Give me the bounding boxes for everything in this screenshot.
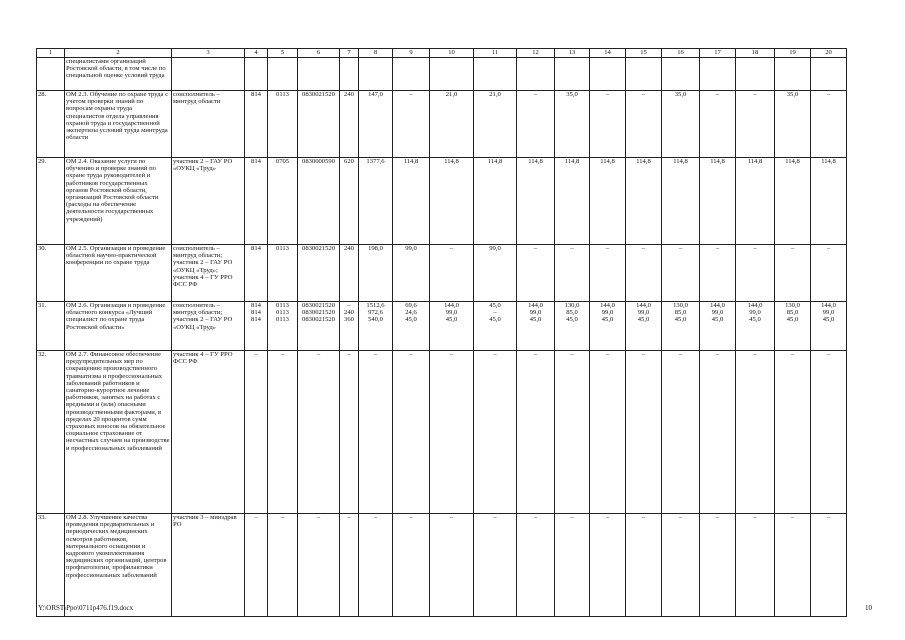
table-cell: – [700, 91, 736, 158]
table-cell: 45,0 – 45,0 [474, 302, 517, 351]
table-cell [474, 58, 517, 91]
table-cell: 130,0 85,0 45,0 [662, 302, 700, 351]
column-header: 5 [268, 49, 298, 58]
table-cell [517, 58, 555, 91]
table-cell: 35,0 [662, 91, 700, 158]
table-cell: – [430, 514, 474, 617]
table-cell: – [430, 245, 474, 302]
table-cell: – [393, 91, 430, 158]
table-cell: – [775, 514, 811, 617]
row-number: 30. [37, 245, 65, 302]
activity-name: ОМ 2.7. Финансовое обеспечение предупредительных мер по сокращению производственного травматизма и профессиональных заболеваний работников и санаторно-курортное лечение работников, занятых на работах с вредными и (или) опасными производственными факторами, в пределах 20 процентов сумм страховых взносов на обязательное социальное страхование от несчастных случаев на производстве и профессиональных заболеваний [65, 351, 172, 514]
table-cell: – [626, 351, 662, 514]
table-cell: 144,0 99,0 45,0 [626, 302, 662, 351]
table-row [37, 351, 847, 514]
executor: участник 3 – минздрав РО [172, 514, 245, 617]
activity-name: ОМ 2.4. Оказание услуги по обучению и проверке знаний по охране труда руководителей и работников государственных органов Ростовской области, организаций Ростовской области (расходы на обеспечение деятельности государственных учреждений) [65, 158, 172, 245]
header-row [37, 49, 847, 58]
column-header: 16 [662, 49, 700, 58]
table-cell: – [736, 514, 775, 617]
table-cell: – [736, 351, 775, 514]
table-cell: – [700, 514, 736, 617]
table-cell: – [430, 351, 474, 514]
table-cell [811, 58, 847, 91]
column-header: 11 [474, 49, 517, 58]
table-cell [590, 58, 626, 91]
table-cell: 0113 [268, 91, 298, 158]
table-cell: 114,8 [700, 158, 736, 245]
table-cell: – [590, 91, 626, 158]
table-cell: – [736, 245, 775, 302]
activity-name: ОМ 2.3. Обучение по охране труда с учетом проверки знаний по вопросам охраны труда специалистов отдела управления охраной труда и государственной экспертизы условий труда минтруда области [65, 91, 172, 158]
column-header: 12 [517, 49, 555, 58]
table-cell: – [245, 514, 268, 617]
row-number: 28. [37, 91, 65, 158]
table-cell: – [700, 245, 736, 302]
table-cell: 114,8 [555, 158, 590, 245]
table-cell: – [517, 351, 555, 514]
program-table [36, 48, 847, 617]
column-header: 17 [700, 49, 736, 58]
table-cell [555, 58, 590, 91]
executor: участник 2 – ГАУ РО «ОУКЦ «Труд» [172, 158, 245, 245]
row-number [37, 58, 65, 91]
table-row [37, 514, 847, 617]
table-cell: 144,0 99,0 45,0 [736, 302, 775, 351]
page-number: 10 [865, 604, 872, 612]
table-cell: 0113 [268, 245, 298, 302]
table-cell: 35,0 [775, 91, 811, 158]
column-header: 3 [172, 49, 245, 58]
table-cell: – [626, 514, 662, 617]
table-cell: 130,0 85,0 45,0 [775, 302, 811, 351]
table-cell: 99,0 [393, 245, 430, 302]
activity-name: специалистами организаций Ростовской области, в том числе по специальной оценке условий труда [65, 58, 172, 91]
table-cell: 114,8 [811, 158, 847, 245]
table-cell [662, 58, 700, 91]
table-cell: 198,0 [359, 245, 393, 302]
column-header: 19 [775, 49, 811, 58]
activity-name: ОМ 2.5. Организация и проведение областной научно-практической конференции по охране труда [65, 245, 172, 302]
table-cell [340, 58, 359, 91]
table-cell: – [590, 514, 626, 617]
table-cell: 1377,6 [359, 158, 393, 245]
table-cell: 0830021520 0830021520 0830021520 [298, 302, 340, 351]
table-cell: 0830021520 [298, 91, 340, 158]
table-cell: 114,8 [736, 158, 775, 245]
table-cell: 240 [340, 245, 359, 302]
table-cell: 114,8 [517, 158, 555, 245]
table-cell: 814 [245, 91, 268, 158]
table-cell: – [517, 514, 555, 617]
table-cell: 0830000590 [298, 158, 340, 245]
table-cell [393, 58, 430, 91]
table-cell: – [775, 245, 811, 302]
column-header: 10 [430, 49, 474, 58]
table-cell: 144,0 99,0 45,0 [700, 302, 736, 351]
table-cell: – [626, 91, 662, 158]
table-cell: – [359, 351, 393, 514]
table-cell [430, 58, 474, 91]
column-header: 13 [555, 49, 590, 58]
table-row [37, 158, 847, 245]
table-cell: – [393, 351, 430, 514]
table-cell: 1512,6 972,6 540,0 [359, 302, 393, 351]
table-row [37, 302, 847, 351]
table-cell [700, 58, 736, 91]
table-cell: – [811, 351, 847, 514]
column-header: 1 [37, 49, 65, 58]
table-cell: 0113 0113 0113 [268, 302, 298, 351]
table-row [37, 245, 847, 302]
table-cell: 21,0 [474, 91, 517, 158]
table-cell: 0705 [268, 158, 298, 245]
table-cell: 99,0 [474, 245, 517, 302]
executor [172, 58, 245, 91]
column-header: 7 [340, 49, 359, 58]
table-cell [268, 58, 298, 91]
table-cell: 814 [245, 158, 268, 245]
table-cell: 814 [245, 245, 268, 302]
table-cell: – [662, 245, 700, 302]
table-cell: – [555, 351, 590, 514]
table-cell: 620 [340, 158, 359, 245]
table-cell: – 240 360 [340, 302, 359, 351]
column-header: 9 [393, 49, 430, 58]
row-number: 31. [37, 302, 65, 351]
table-cell: 114,8 [662, 158, 700, 245]
table-cell: – [811, 91, 847, 158]
column-header: 2 [65, 49, 172, 58]
table-cell: – [245, 351, 268, 514]
table-cell: – [700, 351, 736, 514]
table-cell: 144,0 99,0 45,0 [811, 302, 847, 351]
table-cell: – [340, 351, 359, 514]
table-cell: – [268, 351, 298, 514]
table-cell: 144,0 99,0 45,0 [430, 302, 474, 351]
table-cell: – [268, 514, 298, 617]
table-cell: 814 814 814 [245, 302, 268, 351]
table-cell [359, 58, 393, 91]
table-cell: 144,0 99,0 45,0 [590, 302, 626, 351]
table-cell: – [590, 351, 626, 514]
executor: участник 4 – ГУ РРО ФСС РФ [172, 351, 245, 514]
table-cell: – [590, 245, 626, 302]
table-cell: 144,0 99,0 45,0 [517, 302, 555, 351]
table-cell: 114,8 [590, 158, 626, 245]
table-cell: 35,0 [555, 91, 590, 158]
table-cell [245, 58, 268, 91]
table-cell: – [811, 514, 847, 617]
table-cell: 240 [340, 91, 359, 158]
table-cell: 114,8 [775, 158, 811, 245]
activity-name: ОМ 2.8. Улучшение качества проведения предварительных и периодических медицинских осмотров работников, материального оснащения и кадрового укомплектования медицинских организаций, центров профпатологии, профилактики профессиональных заболеваний [65, 514, 172, 617]
table-cell: – [775, 351, 811, 514]
table-cell: – [517, 91, 555, 158]
table-cell [736, 58, 775, 91]
table-cell: 114,8 [474, 158, 517, 245]
table-cell: – [662, 351, 700, 514]
table-cell: – [474, 351, 517, 514]
table-row [37, 58, 847, 91]
table-cell: – [298, 351, 340, 514]
table-cell: – [393, 514, 430, 617]
executor: соисполнитель – минтруд области; участник 2 – ГАУ РО «ОУКЦ «Труд»; участник 4 – ГУ РРО ФСС РФ [172, 245, 245, 302]
column-header: 4 [245, 49, 268, 58]
column-header: 15 [626, 49, 662, 58]
table-cell: – [555, 514, 590, 617]
document-path: Y:\ORST\Ppo\0711p476.f19.docx [38, 604, 134, 612]
row-number: 29. [37, 158, 65, 245]
table-cell: – [517, 245, 555, 302]
executor: соисполнитель – минтруд области; участник 2 – ГАУ РО «ОУКЦ «Труд» [172, 302, 245, 351]
table-cell [775, 58, 811, 91]
table-cell: – [359, 514, 393, 617]
table-cell: 147,0 [359, 91, 393, 158]
table-cell: – [662, 514, 700, 617]
table-cell: 21,0 [430, 91, 474, 158]
table-cell: – [298, 514, 340, 617]
table-cell: – [474, 514, 517, 617]
table-cell [626, 58, 662, 91]
table-cell: – [736, 91, 775, 158]
table-cell: – [340, 514, 359, 617]
row-number: 32. [37, 351, 65, 514]
executor: соисполнитель – минтруд области [172, 91, 245, 158]
table-cell: 130,0 85,0 45,0 [555, 302, 590, 351]
column-header: 20 [811, 49, 847, 58]
table-cell: 114,8 [393, 158, 430, 245]
column-header: 18 [736, 49, 775, 58]
table-cell: – [626, 245, 662, 302]
column-header: 8 [359, 49, 393, 58]
table-cell: 0830021520 [298, 245, 340, 302]
table-cell: 114,8 [626, 158, 662, 245]
table-cell: 69,6 24,6 45,0 [393, 302, 430, 351]
table-cell: – [811, 245, 847, 302]
table-cell: – [555, 245, 590, 302]
column-header: 6 [298, 49, 340, 58]
table-cell [298, 58, 340, 91]
table-row [37, 91, 847, 158]
column-header: 14 [590, 49, 626, 58]
row-number: 33. [37, 514, 65, 617]
table-cell: 114,8 [430, 158, 474, 245]
activity-name: ОМ 2.6. Организация и проведение областного конкурса «Лучший специалист по охране труда Ростовской области» [65, 302, 172, 351]
